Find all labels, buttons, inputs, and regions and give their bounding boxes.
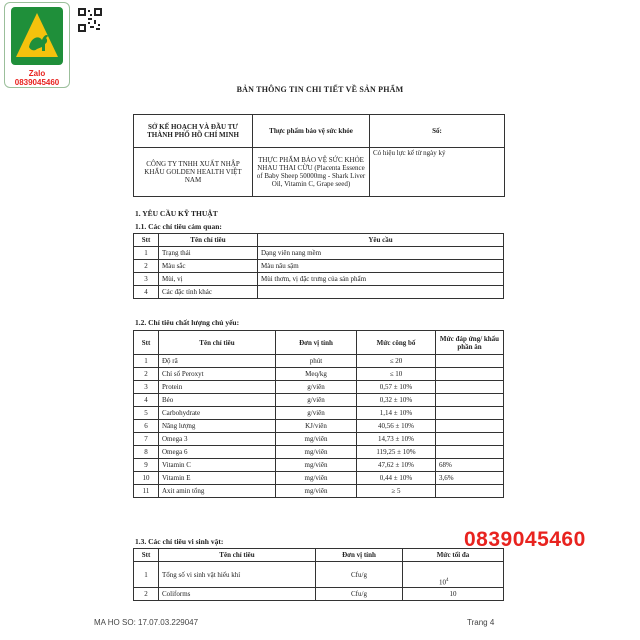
table-cell: mg/viên <box>276 446 357 459</box>
table-row <box>134 273 504 286</box>
section-heading: 1.2. Chỉ tiêu chất lượng chủ yếu: <box>135 318 240 327</box>
table-cell: Màu sắc <box>159 260 258 273</box>
column-header: Đơn vị tính <box>316 549 403 562</box>
table-cell: 3 <box>134 273 159 286</box>
table-cell: 2 <box>134 260 159 273</box>
table-cell: 2 <box>134 588 159 601</box>
value-exponent: 4 <box>446 577 449 583</box>
table-cell: Cfu/g <box>316 562 403 588</box>
table-row <box>134 286 504 299</box>
table-cell: Các đặc tính khác <box>159 286 258 299</box>
table-cell: 14,73 ± 10% <box>357 433 436 446</box>
company-cell: CÔNG TY TNHH XUẤT NHẬP KHẨU GOLDEN HEALTH VIỆT NAM <box>134 148 253 197</box>
table-cell <box>436 381 504 394</box>
table-cell: mg/viên <box>276 459 357 472</box>
table-row <box>134 355 504 368</box>
table-cell: 10 <box>134 472 159 485</box>
table-cell: ≤ 10 <box>357 368 436 381</box>
table-row <box>134 446 504 459</box>
table-cell: 1 <box>134 562 159 588</box>
header-table <box>133 114 505 197</box>
table-row <box>134 368 504 381</box>
table-cell: 4 <box>134 394 159 407</box>
table-cell: mg/viên <box>276 472 357 485</box>
table-cell: Vitamin E <box>159 472 276 485</box>
column-header: Tên chỉ tiêu <box>159 549 316 562</box>
table-cell <box>436 407 504 420</box>
table-cell: mg/viên <box>276 433 357 446</box>
table-cell: Béo <box>159 394 276 407</box>
document-title: BẢN THÔNG TIN CHI TIẾT VỀ SẢN PHẨM <box>236 85 404 94</box>
table-row <box>134 562 504 588</box>
document-code: MA HO SO: 17.07.03.229047 <box>94 618 199 627</box>
microbiology-table <box>133 548 504 601</box>
table-cell <box>436 368 504 381</box>
table-cell: ≥ 5 <box>357 485 436 498</box>
table-row <box>134 420 504 433</box>
zalo-label: Zalo <box>28 69 46 78</box>
table-cell: Trạng thái <box>159 247 258 260</box>
table-cell: 1 <box>134 355 159 368</box>
column-header: Đơn vị tính <box>276 331 357 355</box>
table-row <box>134 433 504 446</box>
table-cell: Mùi, vị <box>159 273 258 286</box>
column-header: Mức đáp ứng/ khẩu phần ăn <box>436 331 504 355</box>
table-cell: Carbohydrate <box>159 407 276 420</box>
table-cell: Meq/kg <box>276 368 357 381</box>
column-header: Tên chỉ tiêu <box>159 234 258 247</box>
table-cell: 4 <box>134 286 159 299</box>
table-cell: Màu nâu sậm <box>258 260 504 273</box>
table-cell: 11 <box>134 485 159 498</box>
section-heading: 1.1. Các chỉ tiêu cảm quan: <box>135 222 222 231</box>
table-cell: Coliforms <box>159 588 316 601</box>
number-cell: Số: <box>370 115 505 148</box>
table-cell <box>436 485 504 498</box>
table-cell: Độ rã <box>159 355 276 368</box>
section-heading: 1.3. Các chỉ tiêu vi sinh vật: <box>135 537 224 546</box>
table-cell: Dạng viên nang mềm <box>258 247 504 260</box>
validity-cell: Có hiệu lực kể từ ngày ký <box>370 148 505 197</box>
table-row <box>134 381 504 394</box>
table-cell: 119,25 ± 10% <box>357 446 436 459</box>
product-cell: THỰC PHẨM BẢO VỆ SỨC KHỎE NHAU THAI CỪU (Placenta Essence of Baby Sheep 50000mg - Shark Liver Oil, Vitamin C, Grape seed) <box>253 148 370 197</box>
category-cell: Thực phẩm bảo vệ sức khỏe <box>253 115 370 148</box>
column-header: Stt <box>134 331 159 355</box>
table-cell: 1 <box>134 247 159 260</box>
table-cell <box>436 355 504 368</box>
phone-watermark: 0839045460 <box>464 528 586 551</box>
table-cell: 9 <box>134 459 159 472</box>
brand-logo <box>4 2 70 88</box>
table-cell: Mùi thơm, vị đặc trưng của sản phẩm <box>258 273 504 286</box>
table-cell: 0,44 ± 10% <box>357 472 436 485</box>
table-cell: 5 <box>134 407 159 420</box>
table-cell: KJ/viên <box>276 420 357 433</box>
table-cell: 3,6% <box>436 472 504 485</box>
column-header: Stt <box>134 234 159 247</box>
page-number: Trang 4 <box>467 618 495 627</box>
table-cell <box>403 562 504 588</box>
table-cell: 47,62 ± 10% <box>357 459 436 472</box>
table-cell: 7 <box>134 433 159 446</box>
column-header: Mức tối đa <box>403 549 504 562</box>
qr-code-icon <box>78 8 102 32</box>
badge-phone: 0839045460 <box>14 78 60 87</box>
table-cell: 10 <box>403 588 504 601</box>
table-row <box>134 472 504 485</box>
table-cell: 8 <box>134 446 159 459</box>
section-heading: 1. YÊU CẦU KỸ THUẬT <box>135 209 218 218</box>
agency-cell: SỞ KẾ HOẠCH VÀ ĐẦU TƯ THÀNH PHỐ HỒ CHÍ MINH <box>134 115 253 148</box>
table-cell: 2 <box>134 368 159 381</box>
table-cell: Axit amin tổng <box>159 485 276 498</box>
table-row <box>134 394 504 407</box>
table-cell: Cfu/g <box>316 588 403 601</box>
table-cell: Protein <box>159 381 276 394</box>
value-base: 10 <box>439 578 446 586</box>
column-header: Tên chỉ tiêu <box>159 331 276 355</box>
table-cell: g/viên <box>276 407 357 420</box>
column-header: Stt <box>134 549 159 562</box>
table-cell: 6 <box>134 420 159 433</box>
quality-table <box>133 330 504 498</box>
table-cell: Vitamin C <box>159 459 276 472</box>
table-cell: 40,56 ± 10% <box>357 420 436 433</box>
table-cell <box>436 420 504 433</box>
table-cell: Tổng số vi sinh vật hiếu khí <box>159 562 316 588</box>
table-cell: 3 <box>134 381 159 394</box>
table-cell: Omega 6 <box>159 446 276 459</box>
column-header: Mức công bố <box>357 331 436 355</box>
table-cell: Năng lượng <box>159 420 276 433</box>
table-cell: 1,14 ± 10% <box>357 407 436 420</box>
table-cell <box>436 394 504 407</box>
column-header: Yêu cầu <box>258 234 504 247</box>
table-row <box>134 588 504 601</box>
table-cell: 0,57 ± 10% <box>357 381 436 394</box>
table-row <box>134 260 504 273</box>
table-cell: mg/viên <box>276 485 357 498</box>
kangaroo-triangle-icon <box>11 7 63 65</box>
table-row <box>134 459 504 472</box>
table-row <box>134 407 504 420</box>
table-cell: Chỉ số Peroxyt <box>159 368 276 381</box>
sensory-table <box>133 233 504 299</box>
table-cell: 0,32 ± 10% <box>357 394 436 407</box>
table-cell: Omega 3 <box>159 433 276 446</box>
table-cell: phút <box>276 355 357 368</box>
table-cell: g/viên <box>276 394 357 407</box>
table-cell: 68% <box>436 459 504 472</box>
table-cell: ≤ 20 <box>357 355 436 368</box>
table-cell <box>436 433 504 446</box>
table-cell: g/viên <box>276 381 357 394</box>
table-cell <box>258 286 504 299</box>
table-cell <box>436 446 504 459</box>
table-row <box>134 247 504 260</box>
table-row <box>134 485 504 498</box>
